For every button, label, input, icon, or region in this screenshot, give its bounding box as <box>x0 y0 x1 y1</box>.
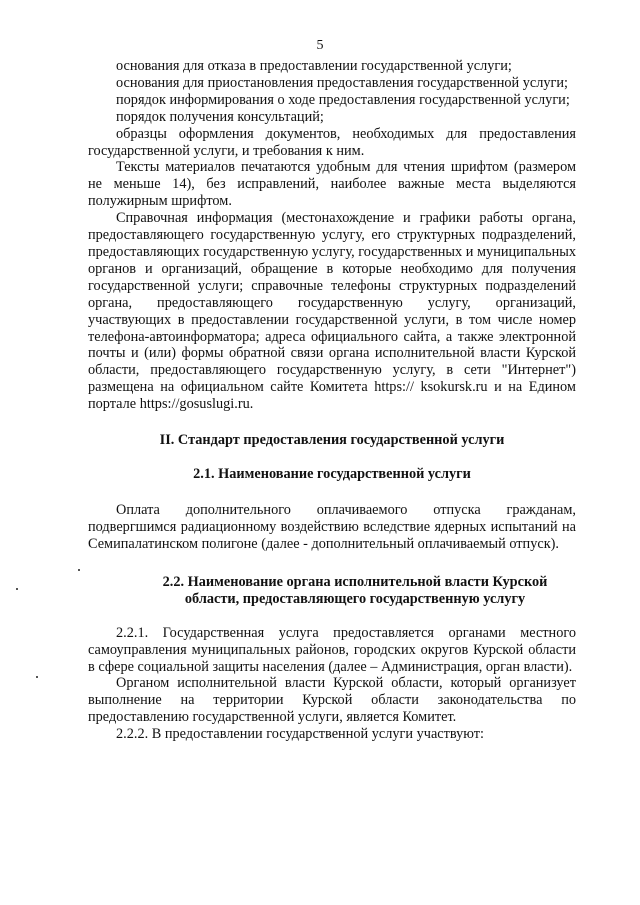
paragraph-informing-order: порядок информирования о ходе предоставления государственной услуги; <box>116 91 570 108</box>
spacer <box>88 483 576 502</box>
spacer <box>88 413 576 432</box>
paragraph-reference-info: Справочная информация (местонахождение и графики работы органа, предоставляющего государственную услугу, его структурных подразделений, предоставляющих государственную услугу, государственных и муниципальных органов и организаций, обращение в которые необходимо для получения государственной услуги; справочные телефоны структурных подразделений органа, предоставляющего государственную услугу, организаций, участвующих в предоставлении государственной услуги, в том числе номер телефона-автоинформатора; адреса официального сайта, а также электронной почты и (или) формы обратной связи органа исполнительной власти Курской области, предоставляющего государственную услугу, в сети "Интернет") размещена на официальном сайте Комитета https:// ksokursk.ru и на Едином портале https://gosuslugi.ru. <box>88 210 576 413</box>
subsection-title-line: 2.2. Наименование органа исполнительной власти Курской <box>162 573 548 590</box>
scan-speck <box>16 588 18 590</box>
paragraph-2-2-1: 2.2.1. Государственная услуга предоставляется органами местного самоуправления муниципальных районов, городских округов Курской области в сфере социальной защиты населения (далее – Администрация, орган власти). <box>88 624 576 675</box>
service-name-paragraph: Оплата дополнительного оплачиваемого отпуска гражданам, подвергшимся радиационному воздействию вследствие ядерных испытаний на Семипалатинском полигоне (далее - дополнительный оплачиваемый отпуск). <box>88 502 576 552</box>
page-number: 5 <box>316 38 324 53</box>
scan-speck <box>78 569 80 571</box>
subsection-title: 2.1. Наименование государственной услуги <box>193 466 471 483</box>
spacer <box>88 553 576 574</box>
paragraph-print-font: Тексты материалов печатаются удобным для чтения шрифтом (размером не меньше 14), без исправлений, наиболее важные места выделяются полужирным шрифтом. <box>88 159 576 210</box>
section-title: II. Стандарт предоставления государственной услуги <box>159 432 505 449</box>
paragraph-executive-body: Органом исполнительной власти Курской области, который организует выполнение на территории Курской области законодательства по предоставлению государственной услуги, является Комитет. <box>88 675 576 726</box>
spacer <box>88 608 576 625</box>
subsection-title-line: области, предоставляющего государственную услугу <box>184 590 526 607</box>
document-body <box>88 58 576 743</box>
paragraph-document-samples: образцы оформления документов, необходимых для предоставления государственной услуги, и требования к ним. <box>88 125 576 159</box>
paragraph-refusal-grounds: основания для отказа в предоставлении государственной услуги; <box>116 58 512 74</box>
paragraph-suspension-grounds: основания для приостановления предоставления государственной услуги; <box>116 74 569 91</box>
subsection-title <box>88 574 576 608</box>
scan-speck <box>36 676 38 678</box>
paragraph-consultations: порядок получения консультаций; <box>116 108 324 125</box>
spacer <box>88 449 576 466</box>
paragraph-2-2-2: 2.2.2. В предоставлении государственной услуги участвуют: <box>116 726 485 743</box>
